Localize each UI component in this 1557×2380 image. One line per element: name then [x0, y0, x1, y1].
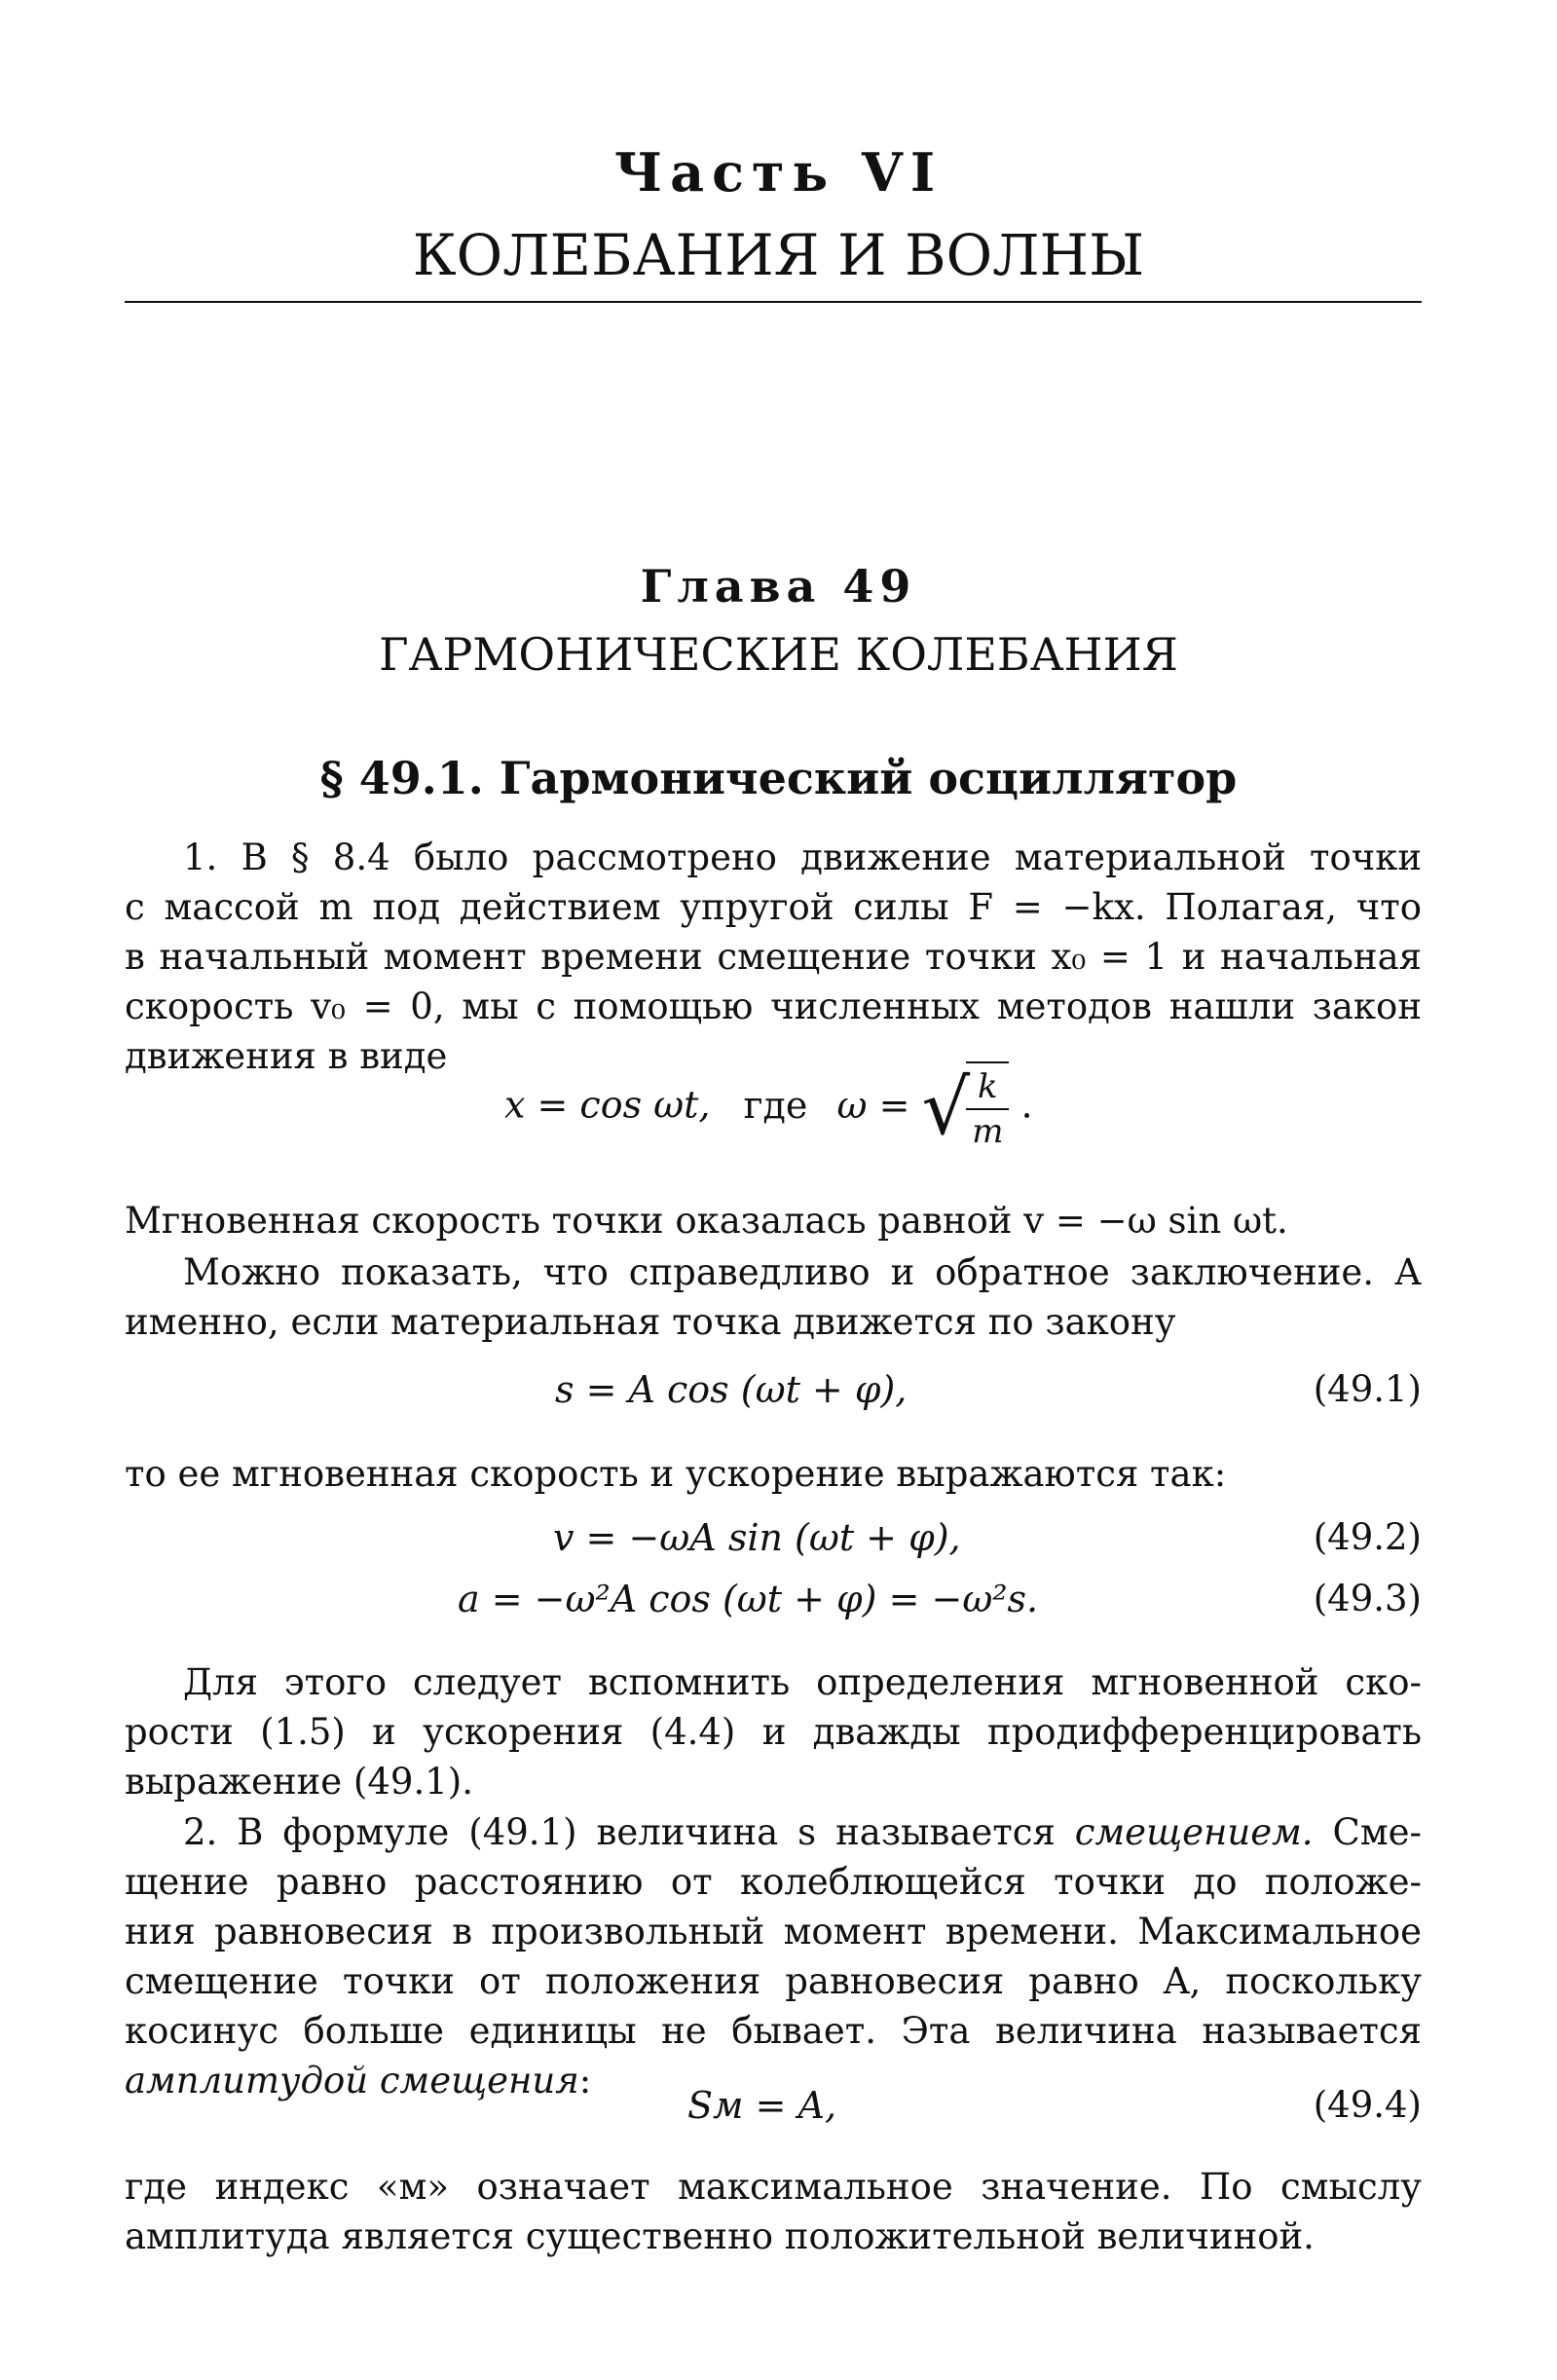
text-run: 2. В формуле (49.1) величина s называется: [183, 1811, 1075, 1853]
text-line: Можно показать, что справедливо и обратное заключение. А: [183, 1251, 1422, 1293]
equation-law-of-motion: [504, 1061, 1033, 1155]
text-line: именно, если материальная точка движется по закону: [125, 1301, 1176, 1343]
chapter-label: Глава 49: [640, 560, 917, 613]
equation-omega: ω =: [836, 1083, 910, 1127]
fraction: [966, 1065, 1009, 1153]
paragraph-converse: [125, 1247, 1422, 1347]
paragraph-derivation: [125, 1657, 1422, 1806]
equation-49-3: a = −ω²A cos (ωt + φ) = −ω²s.: [458, 1578, 1039, 1620]
text-line: с массой m под действием упругой силы F = −kx. Полагая, что: [125, 886, 1422, 928]
text-line: амплитуда является существенно положительной величиной.: [125, 2215, 1315, 2257]
text-line: 1. В § 8.4 было рассмотрено движение материальной точки: [183, 837, 1422, 878]
text-line: где индекс «м» означает максимальное значение. По смыслу: [125, 2166, 1422, 2208]
section-title: § 49.1. Гармонический осциллятор: [319, 752, 1238, 804]
paragraph-index-meaning: [125, 2162, 1422, 2261]
equation-49-1: s = A cos (ωt + φ),: [555, 1368, 908, 1411]
text-line: ния равновесия в произвольный момент времени. Максимальное: [125, 1911, 1422, 1952]
fraction-numerator: k: [966, 1065, 1009, 1110]
part-divider: [125, 301, 1422, 303]
part-title: КОЛЕБАНИЯ И ВОЛНЫ: [412, 222, 1145, 288]
text-line: выражение (49.1).: [125, 1761, 473, 1803]
equation-where: где: [743, 1083, 808, 1127]
term-displacement: смещением.: [1074, 1811, 1314, 1853]
equation-number-49-2: (49.2): [1313, 1516, 1422, 1558]
square-root: [922, 1061, 1010, 1155]
text-line: [125, 1807, 1422, 1857]
text-line: то ее мгновенная скорость и ускорение выражаются так:: [125, 1453, 1227, 1495]
radicand: [966, 1061, 1009, 1155]
equation-number-49-4: (49.4): [1313, 2084, 1422, 2126]
equation-number-49-3: (49.3): [1313, 1578, 1422, 1619]
text-line: Для этого следует вспомнить определения мгновенной ско-: [183, 1661, 1422, 1703]
part-label: Часть VI: [613, 141, 944, 204]
text-line: смещение точки от положения равновесия равно A, поскольку: [125, 1960, 1422, 2002]
text-line: в начальный момент времени смещение точки x₀ = 1 и начальная: [125, 936, 1422, 978]
paragraph-expressions: [125, 1449, 1422, 1499]
text-line: скорость v₀ = 0, мы с помощью численных методов нашли закон: [125, 985, 1422, 1027]
chapter-title: ГАРМОНИЧЕСКИЕ КОЛЕБАНИЯ: [379, 628, 1178, 681]
text-line: Мгновенная скорость точки оказалась равной v = −ω sin ωt.: [125, 1200, 1288, 1242]
radical-sign: √: [921, 1064, 971, 1152]
text-line: рости (1.5) и ускорения (4.4) и дважды продифференцировать: [125, 1711, 1422, 1753]
text-run: :: [578, 2060, 592, 2101]
equation-49-4: Sм = A,: [687, 2084, 837, 2127]
equation-number-49-1: (49.1): [1313, 1368, 1422, 1410]
fraction-denominator: m: [972, 1112, 1004, 1151]
equation-lhs: x = cos ωt,: [504, 1083, 711, 1127]
paragraph-velocity: [125, 1196, 1422, 1246]
text-line: движения в виде: [125, 1035, 448, 1077]
text-line: щение равно расстоянию от колеблющейся точки до положе-: [125, 1861, 1422, 1903]
text-line: косинус больше единицы не бывает. Эта величина называется: [125, 2010, 1422, 2052]
text-run: Сме-: [1313, 1811, 1423, 1853]
term-amplitude: амплитудой смещения: [125, 2060, 579, 2101]
equation-dot: .: [1020, 1083, 1033, 1127]
paragraph-displacement: [125, 1807, 1422, 2105]
equation-49-2: v = −ωA sin (ωt + φ),: [553, 1516, 961, 1559]
paragraph-intro: [125, 833, 1422, 1081]
